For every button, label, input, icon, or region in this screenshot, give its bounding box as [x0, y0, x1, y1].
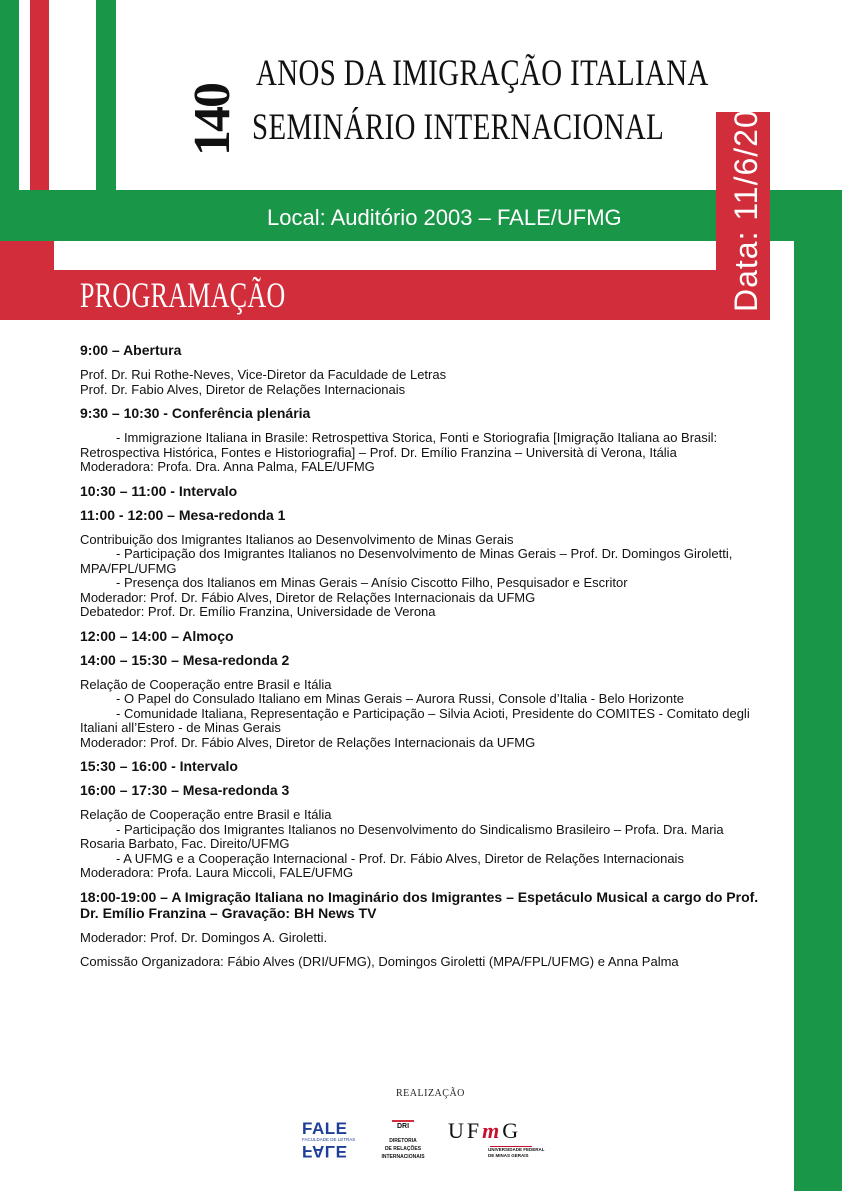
fale-logo-subtitle: FACULDADE DE LETRAS	[302, 1137, 356, 1142]
ufmg-letter: U	[448, 1118, 467, 1143]
event-location: Local: Auditório 2003 – FALE/UFMG	[267, 205, 622, 230]
fale-logo	[302, 1120, 360, 1166]
organizing-committee: Comissão Organizadora: Fábio Alves (DRI/UFMG), Domingos Giroletti (MPA/FPL/UFMG) e Anna Palma	[80, 954, 679, 969]
session-roundtable1-line: Contribuição dos Imigrantes Italianos ao Desenvolvimento de Minas Gerais	[80, 531, 514, 547]
fale-logo-reflection: FALE	[302, 1142, 348, 1161]
session-roundtable2-moderator: Moderador: Prof. Dr. Fábio Alves, Diretor de Relações Internacionais da UFMG	[80, 734, 536, 750]
session-roundtable2-line: Relação de Cooperação entre Brasil e Itália	[80, 676, 332, 692]
dri-logo-line: DE RELAÇÕES	[384, 1146, 422, 1152]
session-roundtable3-title: 16:00 – 17:30 – Mesa-redonda 3	[80, 782, 290, 798]
session-roundtable3-moderator: Moderadora: Profa. Laura Miccoli, FALE/UFMG	[80, 865, 354, 880]
session-roundtable2-line: - Comunidade Italiana, Representação e Participação – Silvia Acioti, Presidente do COMITES - Comitato degli Italiani all’Estero - de Minas Gerais	[80, 705, 750, 735]
session-roundtable3-line: Relação de Cooperação entre Brasil e Itália	[80, 807, 332, 822]
session-roundtable2-title: 14:00 – 15:30 – Mesa-redonda 2	[80, 651, 290, 668]
ufmg-letter-m: m	[482, 1118, 503, 1143]
session-roundtable1-title: 11:00 - 12:00 – Mesa-redonda 1	[80, 506, 286, 523]
title-line-1: ANOS DA IMIGRAÇÃO ITALIANA	[256, 53, 709, 94]
session-musical-title: 18:00-19:00 – A Imigração Italiana no Imaginário dos Imigrantes – Espetáculo Musical a cargo do Prof. Dr. Emílio Franzina – Gravação: BH News TV	[80, 888, 759, 921]
session-opening-line: Prof. Dr. Fabio Alves, Diretor de Relações Internacionais	[80, 381, 406, 397]
session-roundtable1-debater: Debatedor: Prof. Dr. Emílio Franzina, Universidade de Verona	[80, 604, 436, 619]
red-top-left-stripe	[30, 0, 49, 190]
session-plenary-line: - Immigrazione Italiana in Brasile: Retrospettiva Storica, Fonti e Storiografia [Imigração Italiana ao Brasil: Retrospectiva Histórica, Fontes e Historiografia] – Prof. Dr. Emílio Franzina – Università di Verona, Itália	[80, 430, 718, 460]
ufmg-logo-word	[448, 1118, 548, 1144]
ufmg-subtitle: UNIVERSIDADE FEDERAL	[488, 1147, 545, 1152]
dri-logo-line: INTERNACIONAIS	[381, 1154, 425, 1160]
dri-logo-line: DIRETORIA	[389, 1138, 417, 1144]
programacao-heading: PROGRAMAÇÃO	[80, 275, 286, 315]
session-opening-title: 9:00 – Abertura	[80, 342, 182, 358]
session-roundtable3-line: - A UFMG e a Cooperação Internacional - Prof. Dr. Fábio Alves, Diretor de Relações Internacionais	[116, 850, 684, 866]
realizacao-label: REALIZAÇÃO	[396, 1088, 465, 1099]
fale-logo-word: FALE	[302, 1119, 348, 1138]
session-roundtable2-line: - O Papel do Consulado Italiano em Minas Gerais – Aurora Russi, Console d’Italia - Belo Horizonte	[116, 691, 684, 706]
session-roundtable1-line: - Presença dos Italianos em Minas Gerais – Anísio Ciscotto Filho, Pesquisador e Escritor	[116, 575, 628, 590]
ufmg-letter: G	[502, 1118, 522, 1143]
ufmg-logo	[448, 1118, 548, 1166]
session-plenary-moderator: Moderadora: Profa. Dra. Anna Palma, FALE/UFMG	[80, 459, 375, 474]
green-vertical-stripe	[96, 0, 116, 190]
session-break2-title: 15:30 – 16:00 - Intervalo	[80, 758, 238, 774]
event-date: Data: 11/6/2015	[728, 71, 764, 312]
session-musical-moderator: Moderador: Prof. Dr. Domingos A. Giroletti.	[80, 929, 328, 945]
anniversary-number: 140	[184, 84, 241, 156]
dri-logo-badge: DRI	[392, 1120, 414, 1133]
program-content	[80, 342, 765, 970]
session-lunch-title: 12:00 – 14:00 – Almoço	[80, 627, 234, 644]
green-right-vertical-stripe	[794, 241, 842, 1191]
session-opening-line: Prof. Dr. Rui Rothe-Neves, Vice-Diretor da Faculdade de Letras	[80, 367, 447, 382]
session-plenary-title: 9:30 – 10:30 - Conferência plenária	[80, 405, 311, 421]
session-roundtable1-moderator: Moderador: Prof. Dr. Fábio Alves, Diretor de Relações Internacionais da UFMG	[80, 589, 536, 605]
session-break-title: 10:30 – 11:00 - Intervalo	[80, 482, 238, 499]
session-roundtable1-line: - Participação dos Imigrantes Italianos no Desenvolvimento de Minas Gerais – Prof. Dr. Domingos Giroletti, MPA/FPL/UFMG	[80, 546, 733, 576]
ufmg-letter: F	[466, 1118, 483, 1143]
session-roundtable3-line: - Participação dos Imigrantes Italianos no Desenvolvimento do Sindicalismo Brasileiro – Profa. Dra. Maria Rosaria Barbato, Fac. Direito/UFMG	[80, 821, 724, 851]
dri-logo	[378, 1120, 428, 1166]
ufmg-subtitle: DE MINAS GERAIS	[488, 1153, 529, 1158]
title-line-2: SEMINÁRIO INTERNACIONAL	[252, 107, 665, 148]
